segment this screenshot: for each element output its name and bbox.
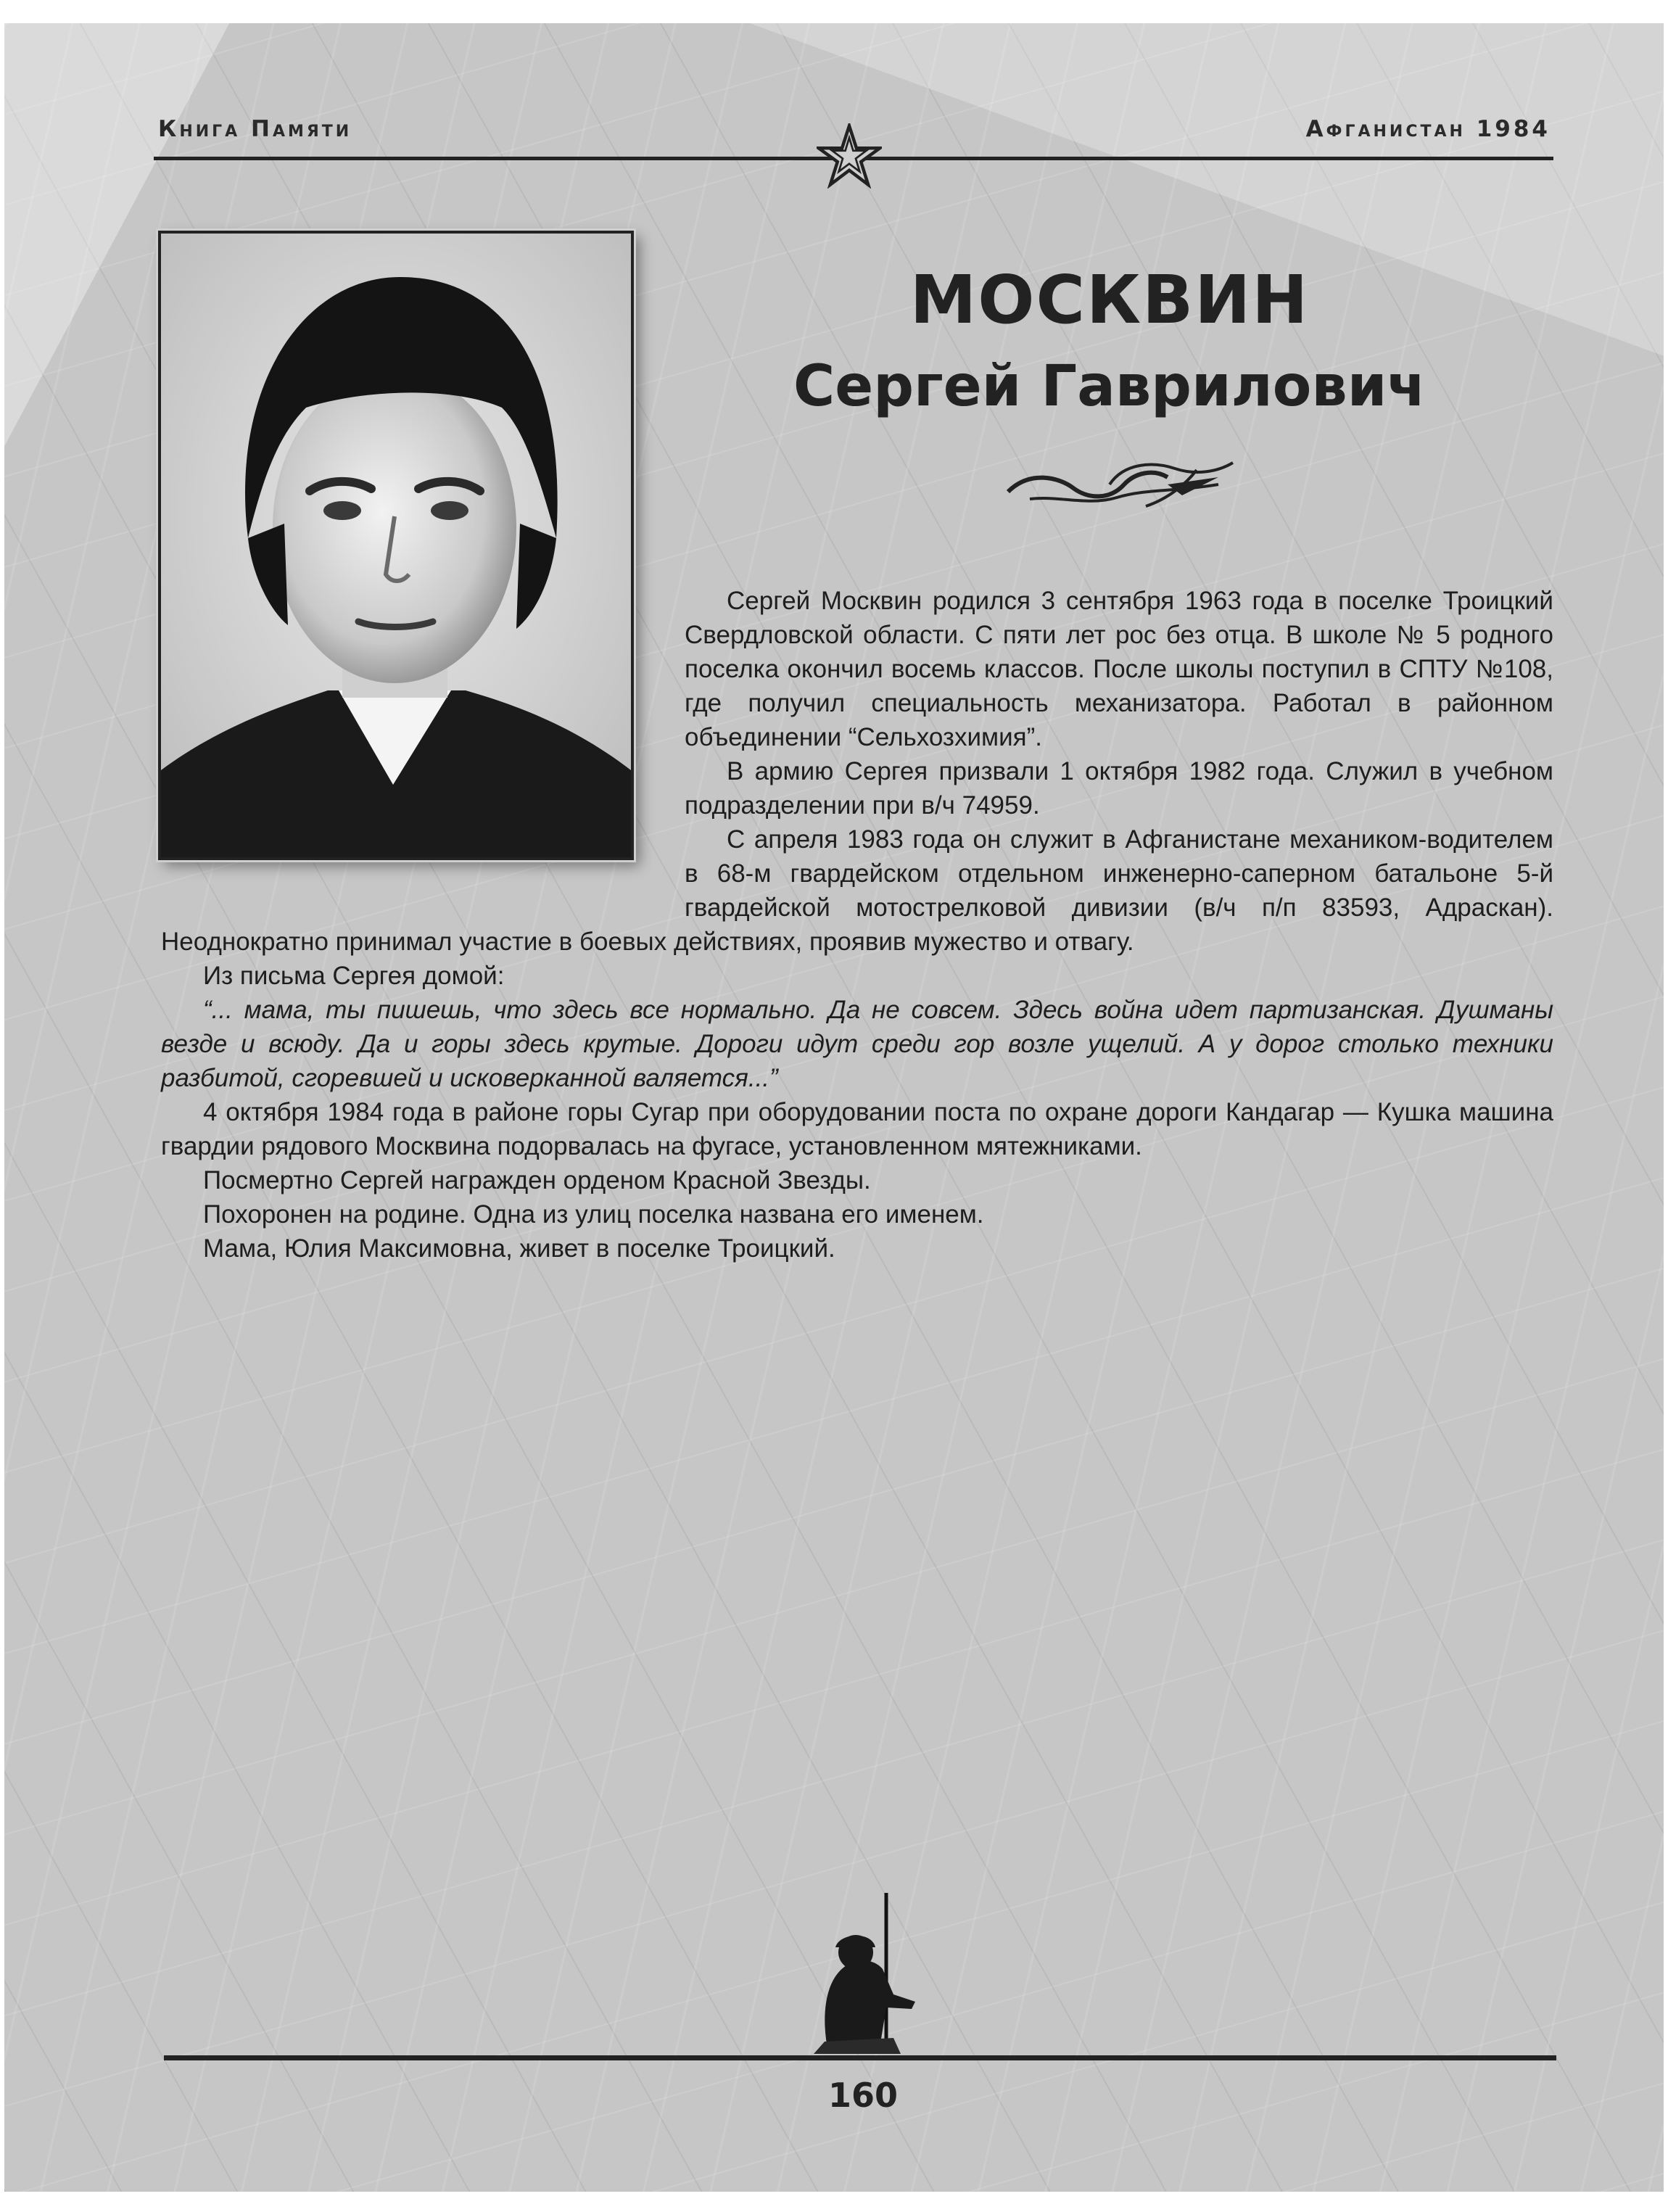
bio-paragraph: Похоронен на родине. Одна из улиц поселка названа его именем. <box>203 1200 984 1229</box>
bio-paragraph: Мама, Юлия Максимовна, живет в поселке Троицкий. <box>203 1234 835 1263</box>
bio-paragraph: Сергей Москвин родился 3 сентября 1963 года в поселке Троицкий Свердловской области. С пяти лет рос без отца. В школе № 5 родного поселка окончил восемь классов. После школы поступил в СПТУ №108, где получил специальность механизатора. Работал в районном объединении “Сельхозхимия”. <box>685 587 1553 751</box>
person-name: Сергей Гаврилович <box>793 354 1426 419</box>
bio-paragraph: С апреля 1983 года он служит в Афганистане механиком-водителем в 68-м гвардейском отдельном инженерно-саперном батальоне 5-й гвардейской мотострелковой дивизии (в/ч п/п 83593, Адраскан). Неоднократно принимал участие в боевых действиях, проявив мужество и отвагу. <box>161 825 1553 956</box>
footer-rule <box>164 2055 1556 2060</box>
book-title: Книга Памяти <box>158 116 352 142</box>
biography-text <box>161 584 1553 1266</box>
bio-paragraph: Посмертно Сергей награжден орденом Красной Звезды. <box>203 1166 871 1194</box>
bio-paragraph: 4 октября 1984 года в районе горы Сугар при оборудовании поста по охране дороги Кандагар — Кушка машина гвардии рядового Москвина подорвалась на фугасе, установленном мятежниками. <box>161 1098 1553 1160</box>
letter-quote: “... мама, ты пишешь, что здесь все нормально. Да не совсем. Здесь война идет партизанская. Душманы везде и всюду. Да и горы здесь крутые. Дороги идут среди гор возле ущелий. А у дорог столько техники разбитой, сгоревшей и исковерканной валяется...” <box>161 996 1553 1092</box>
decorative-flourish-icon <box>1001 455 1240 513</box>
star-emblem-icon <box>817 123 882 189</box>
grieving-soldier-icon <box>785 1893 944 2060</box>
section-title: Афганистан 1984 <box>1305 116 1551 142</box>
person-surname: МОСКВИН <box>909 261 1310 339</box>
bio-paragraph: Из письма Сергея домой: <box>203 962 505 990</box>
bio-paragraph: В армию Сергея призвали 1 октября 1982 года. Служил в учебном подразделении при в/ч 74959. <box>685 757 1553 820</box>
photo-float-spacer <box>161 584 685 925</box>
page-number: 160 <box>827 2076 899 2115</box>
